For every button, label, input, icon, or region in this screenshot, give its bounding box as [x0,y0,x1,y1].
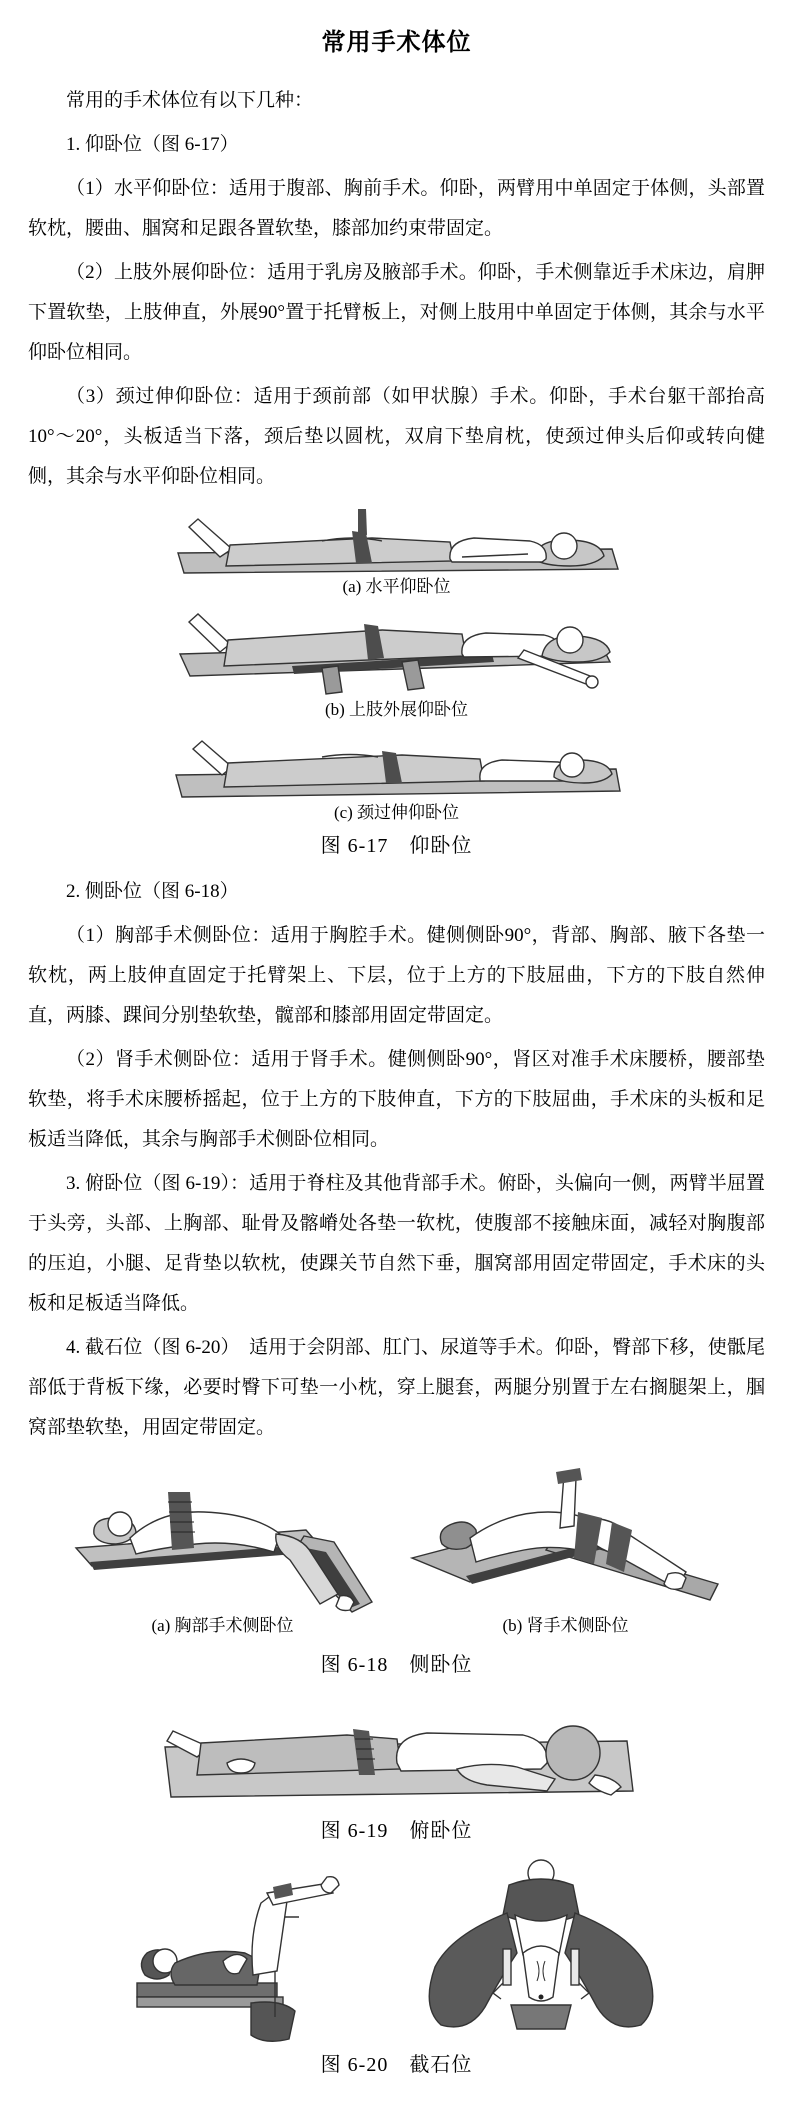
subfigure-6-18a [68,1456,378,1643]
paragraph-neck-extended-supine: （3）颈过伸仰卧位：适用于颈前部（如甲状腺）手术。仰卧，手术台躯干部抬高10°～20°，头板适当下落，颈后垫以圆枕，双肩下垫肩枕，使颈过伸头后仰或转向健侧，其余与水平仰卧位相同。 [28,386,765,487]
subfigure-6-17c-caption: (c) 颈过伸仰卧位 [333,803,460,822]
figure-6-19-caption: 图 6-19 俯卧位 [320,1820,473,1842]
paragraph-lithotomy-position: 4. 截石位（图 6-20） 适用于会阴部、肛门、尿道等手术。仰卧，臀部下移，使骶尾部低于背板下缘，必要时臀下可垫一小枕，穿上腿套，两腿分别置于左右搁腿架上，腘窝部垫软垫，用固定带固定。 [28,1337,765,1438]
chest-lateral-illustration [68,1456,378,1614]
paragraph-arm-abducted-supine: （2）上肢外展仰卧位：适用于乳房及腋部手术。仰卧，手术侧靠近手术床边，肩胛下置软垫，上肢伸直，外展90°置于托臂板上，对侧上肢用中单固定于体侧，其余与水平仰卧位相同。 [28,262,765,363]
page-title: 常用手术体位 [321,30,472,56]
subfigure-6-18b-caption: (b) 肾手术侧卧位 [502,1616,629,1635]
subfigure-6-17a-caption: (a) 水平仰卧位 [342,577,451,596]
subfigure-6-18b [406,1456,726,1643]
neck-extended-supine-illustration [172,727,622,801]
subfigure-6-20-side [123,1857,383,2043]
heading-supine-position: 1. 仰卧位（图 6-17） [66,134,239,155]
lithotomy-front-view-illustration [411,1857,671,2043]
figure-6-18 [28,1456,765,1679]
figure-6-18-caption: 图 6-18 侧卧位 [320,1654,473,1676]
figure-6-17-caption: 图 6-17 仰卧位 [320,835,473,857]
arm-abducted-supine-illustration [172,604,622,698]
subfigure-6-17b [28,604,765,721]
subfigure-6-17b-caption: (b) 上肢外展仰卧位 [324,700,469,719]
paragraph-prone-position: 3. 俯卧位（图 6-19）：适用于脊柱及其他背部手术。俯卧，头偏向一侧，两臂半屈置于头旁，头部、上胸部、耻骨及髂嵴处各垫一软枕，使腹部不接触床面，减轻对胸腹部的压迫，小腿、足背垫以软枕，使踝关节自然下垂，腘窝部用固定带固定，手术床的头板和足板适当降低。 [28,1173,765,1314]
subfigure-6-17a [28,505,765,598]
subfigure-6-20-front [411,1857,671,2043]
subfigure-6-17c [28,727,765,824]
intro-paragraph: 常用的手术体位有以下几种： [66,90,314,111]
lithotomy-side-view-illustration [123,1857,383,2043]
prone-illustration [157,1691,637,1809]
paragraph-horizontal-supine: （1）水平仰卧位：适用于腹部、胸前手术。仰卧，两臂用中单固定于体侧，头部置软枕，腰曲、腘窝和足跟各置软垫，膝部加约束带固定。 [28,178,765,239]
figure-6-20-caption: 图 6-20 截石位 [320,2054,473,2076]
paragraph-chest-lateral: （1）胸部手术侧卧位：适用于胸腔手术。健侧侧卧90°，背部、胸部、腋下各垫一软枕，两上肢伸直固定于托臂架上、下层，位于上方的下肢屈曲，下方的下肢自然伸直，两膝、踝间分别垫软垫，髋部和膝部用固定带固定。 [28,925,765,1026]
subfigure-6-18a-caption: (a) 胸部手术侧卧位 [151,1616,294,1635]
figure-6-20 [28,1857,765,2079]
figure-6-19 [28,1691,765,1845]
paragraph-kidney-lateral: （2）肾手术侧卧位：适用于肾手术。健侧侧卧90°，肾区对准手术床腰桥，腰部垫软垫，将手术床腰桥摇起，位于上方的下肢伸直，下方的下肢屈曲，手术床的头板和足板适当降低，其余与胸部手术侧卧位相同。 [28,1049,765,1150]
horizontal-supine-illustration [172,505,622,575]
heading-lateral-position: 2. 侧卧位（图 6-18） [66,881,239,902]
kidney-lateral-illustration [406,1456,726,1614]
figure-6-17 [28,505,765,860]
